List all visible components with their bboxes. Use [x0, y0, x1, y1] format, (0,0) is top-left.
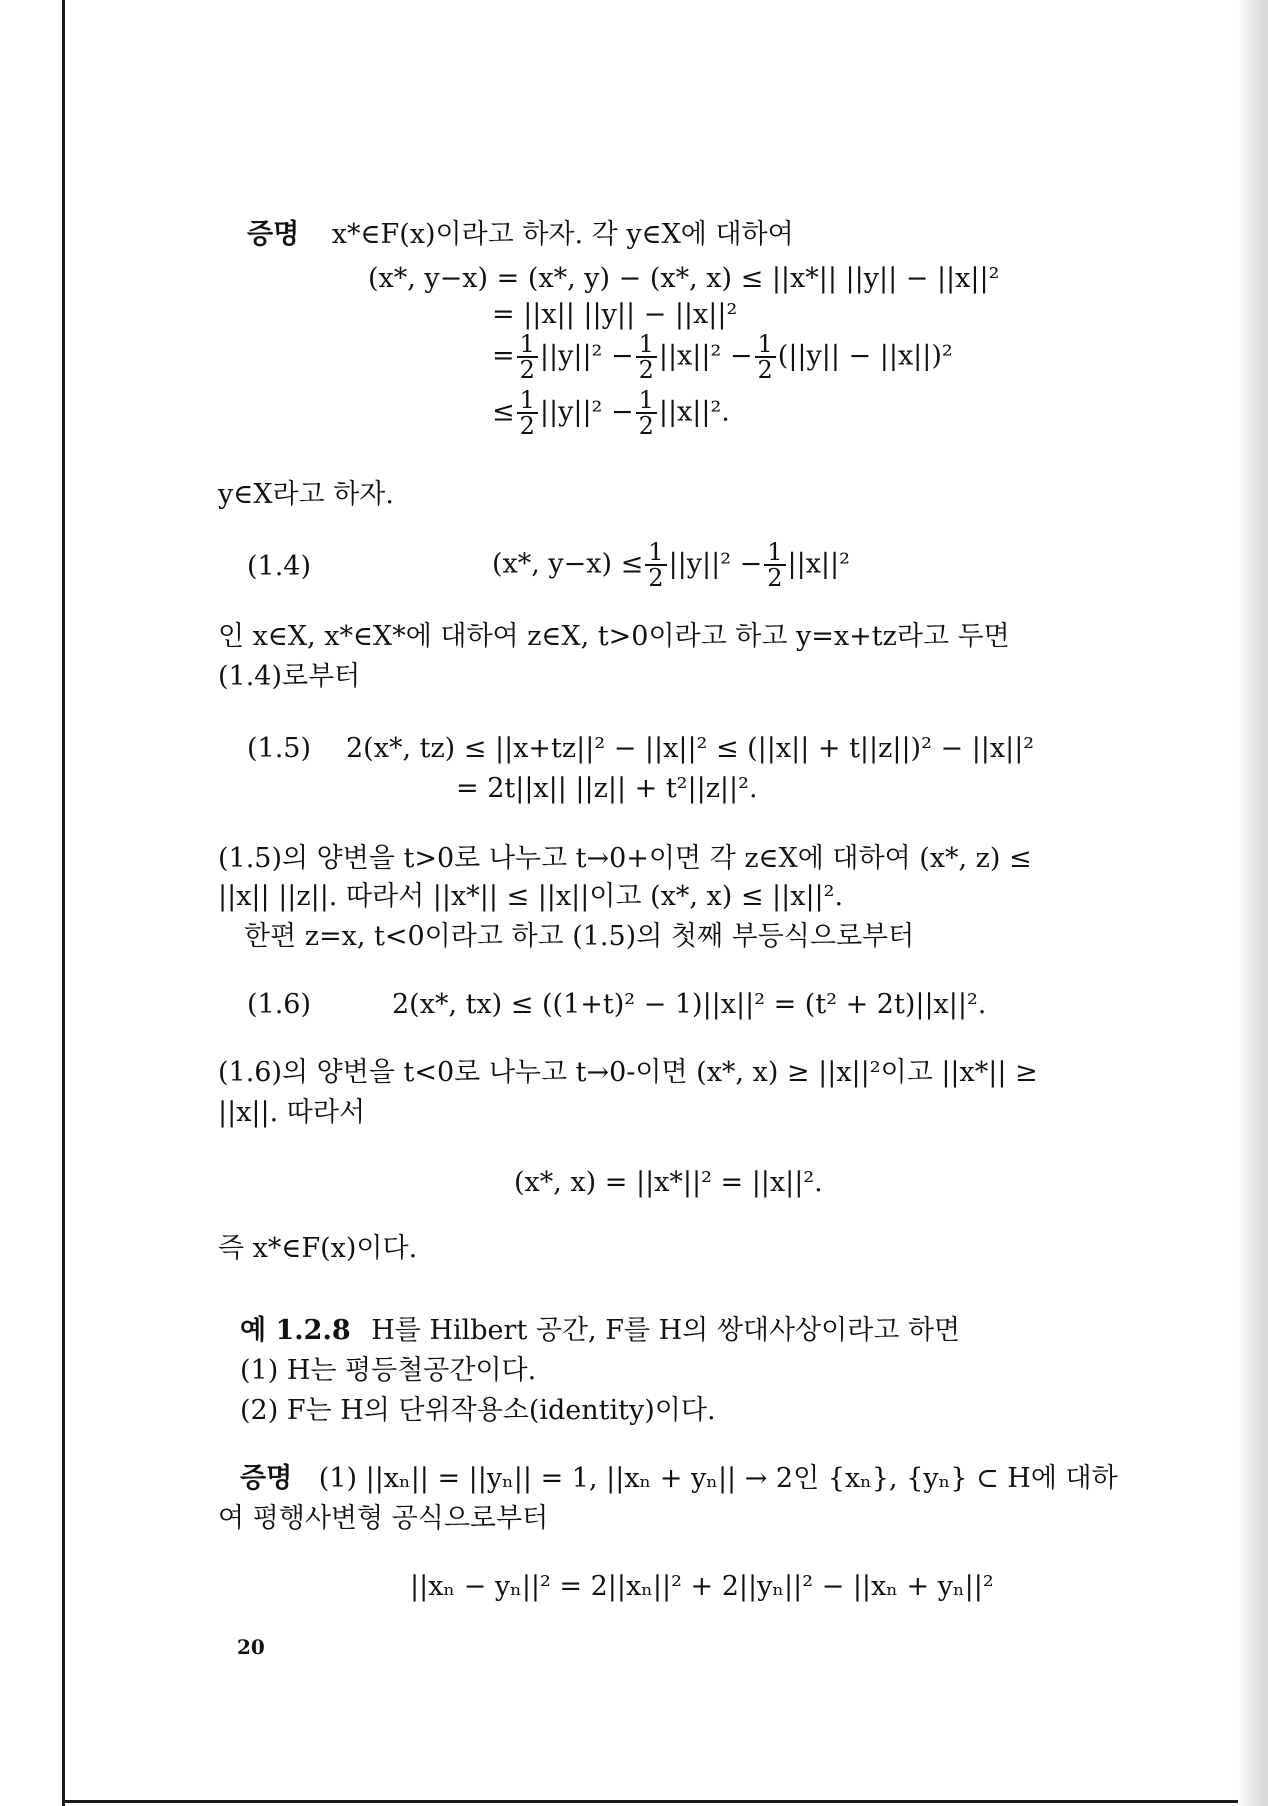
paragraph-line: 즉 x*∈F(x)이다. [218, 1233, 418, 1264]
paragraph-line: (1.5)의 양변을 t>0로 나누고 t→0+이면 각 z∈X에 대하여 (x*, z) ≤ [218, 843, 1032, 874]
page-edge-shadow [1238, 0, 1268, 1806]
fraction-denominator: 2 [519, 356, 535, 384]
equals-sign: = [492, 340, 515, 372]
proof-label: 증명 [240, 1463, 293, 1494]
equation-parallelogram: ||xₙ − yₙ||² = 2||xₙ||² + 2||yₙ||² − ||xₙ + yₙ||² [410, 1571, 994, 1602]
example-label: 예 1.2.8 [240, 1315, 351, 1346]
equation-line: = ||x|| ||y|| − ||x||² [492, 299, 738, 330]
paragraph-line: (1.6)의 양변을 t<0로 나누고 t→0-이면 (x*, x) ≥ ||x||²이고 ||x*|| ≥ [218, 1057, 1038, 1088]
example-heading-line [240, 1314, 960, 1348]
fraction-numerator: 1 [636, 332, 657, 358]
paragraph-line: 한편 z=x, t<0이라고 하고 (1.5)의 첫째 부등식으로부터 [244, 921, 915, 952]
proof1-line [247, 218, 794, 252]
equation-number: (1.5) [247, 733, 312, 764]
equation-term: ||y||² − [539, 340, 634, 372]
proof2-text: (1) ||xₙ|| = ||yₙ|| = 1, ||xₙ + yₙ|| → 2인 {xₙ}, {yₙ} ⊂ H에 대하 [318, 1463, 1118, 1494]
equation-line-fractions [492, 388, 730, 438]
paragraph-line: 여 평행사변형 공식으로부터 [218, 1503, 549, 1534]
fraction-numerator: 1 [764, 540, 785, 566]
fraction-numerator: 1 [645, 540, 666, 566]
equation-1-4 [492, 540, 850, 590]
example-statement: H를 Hilbert 공간, F를 H의 쌍대사상이라고 하면 [371, 1315, 961, 1346]
equation-final: (x*, x) = ||x*||² = ||x||². [514, 1167, 823, 1198]
page-bottom-border [62, 1800, 1242, 1803]
paragraph-line: 인 x∈X, x*∈X*에 대하여 z∈X, t>0이라고 하고 y=x+tz라고 두면 [218, 621, 1010, 652]
equation-1-5-line1: 2(x*, tz) ≤ ||x+tz||² − ||x||² ≤ (||x|| + t||z||)² − ||x||² [346, 733, 1035, 764]
equation-term: ||y||² − [668, 548, 763, 580]
paragraph-line: y∈X라고 하자. [218, 479, 394, 510]
fraction-denominator: 2 [767, 564, 783, 592]
equation-term: (x*, y−x) ≤ [492, 548, 644, 580]
fraction-numerator: 1 [517, 332, 538, 358]
example-item: (1) H는 평등철공간이다. [240, 1355, 537, 1386]
page-number: 20 [237, 1635, 265, 1659]
proof1-intro: x*∈F(x)이라고 하자. 각 y∈X에 대하여 [331, 219, 794, 250]
fraction-half [764, 540, 785, 590]
proof2-line [240, 1462, 1118, 1496]
equation-1-6: 2(x*, tx) ≤ ((1+t)² − 1)||x||² = (t² + 2t)||x||². [392, 989, 987, 1020]
fraction-half [636, 332, 657, 382]
fraction-denominator: 2 [757, 356, 773, 384]
equation-1-5-line2: = 2t||x|| ||z|| + t²||z||². [456, 773, 758, 804]
example-item: (2) F는 H의 단위작용소(identity)이다. [240, 1395, 716, 1426]
equation-number: (1.4) [247, 551, 312, 582]
fraction-half [517, 388, 538, 438]
fraction-half [517, 332, 538, 382]
fraction-denominator: 2 [648, 564, 664, 592]
paragraph-line: ||x||. 따라서 [218, 1097, 366, 1128]
fraction-numerator: 1 [636, 388, 657, 414]
fraction-denominator: 2 [638, 412, 654, 440]
fraction-half [636, 388, 657, 438]
page-left-border [62, 0, 65, 1806]
equation-line-fractions [492, 332, 953, 382]
equation-term: ||x||² [787, 548, 850, 580]
fraction-denominator: 2 [638, 356, 654, 384]
le-sign: ≤ [492, 396, 515, 428]
paragraph-line: (1.4)로부터 [218, 661, 361, 692]
fraction-half [755, 332, 776, 382]
fraction-half [645, 540, 666, 590]
equation-term: ||x||² − [658, 340, 753, 372]
equation-number: (1.6) [247, 989, 312, 1020]
paragraph-line: ||x|| ||z||. 따라서 ||x*|| ≤ ||x||이고 (x*, x) ≤ ||x||². [218, 881, 844, 912]
equation-line: (x*, y−x) = (x*, y) − (x*, x) ≤ ||x*|| ||y|| − ||x||² [368, 263, 1000, 294]
equation-term: ||x||². [658, 396, 730, 428]
fraction-numerator: 1 [755, 332, 776, 358]
fraction-numerator: 1 [517, 388, 538, 414]
fraction-denominator: 2 [519, 412, 535, 440]
equation-term: (||y|| − ||x||)² [777, 340, 953, 372]
proof-label: 증명 [247, 219, 300, 250]
equation-term: ||y||² − [539, 396, 634, 428]
